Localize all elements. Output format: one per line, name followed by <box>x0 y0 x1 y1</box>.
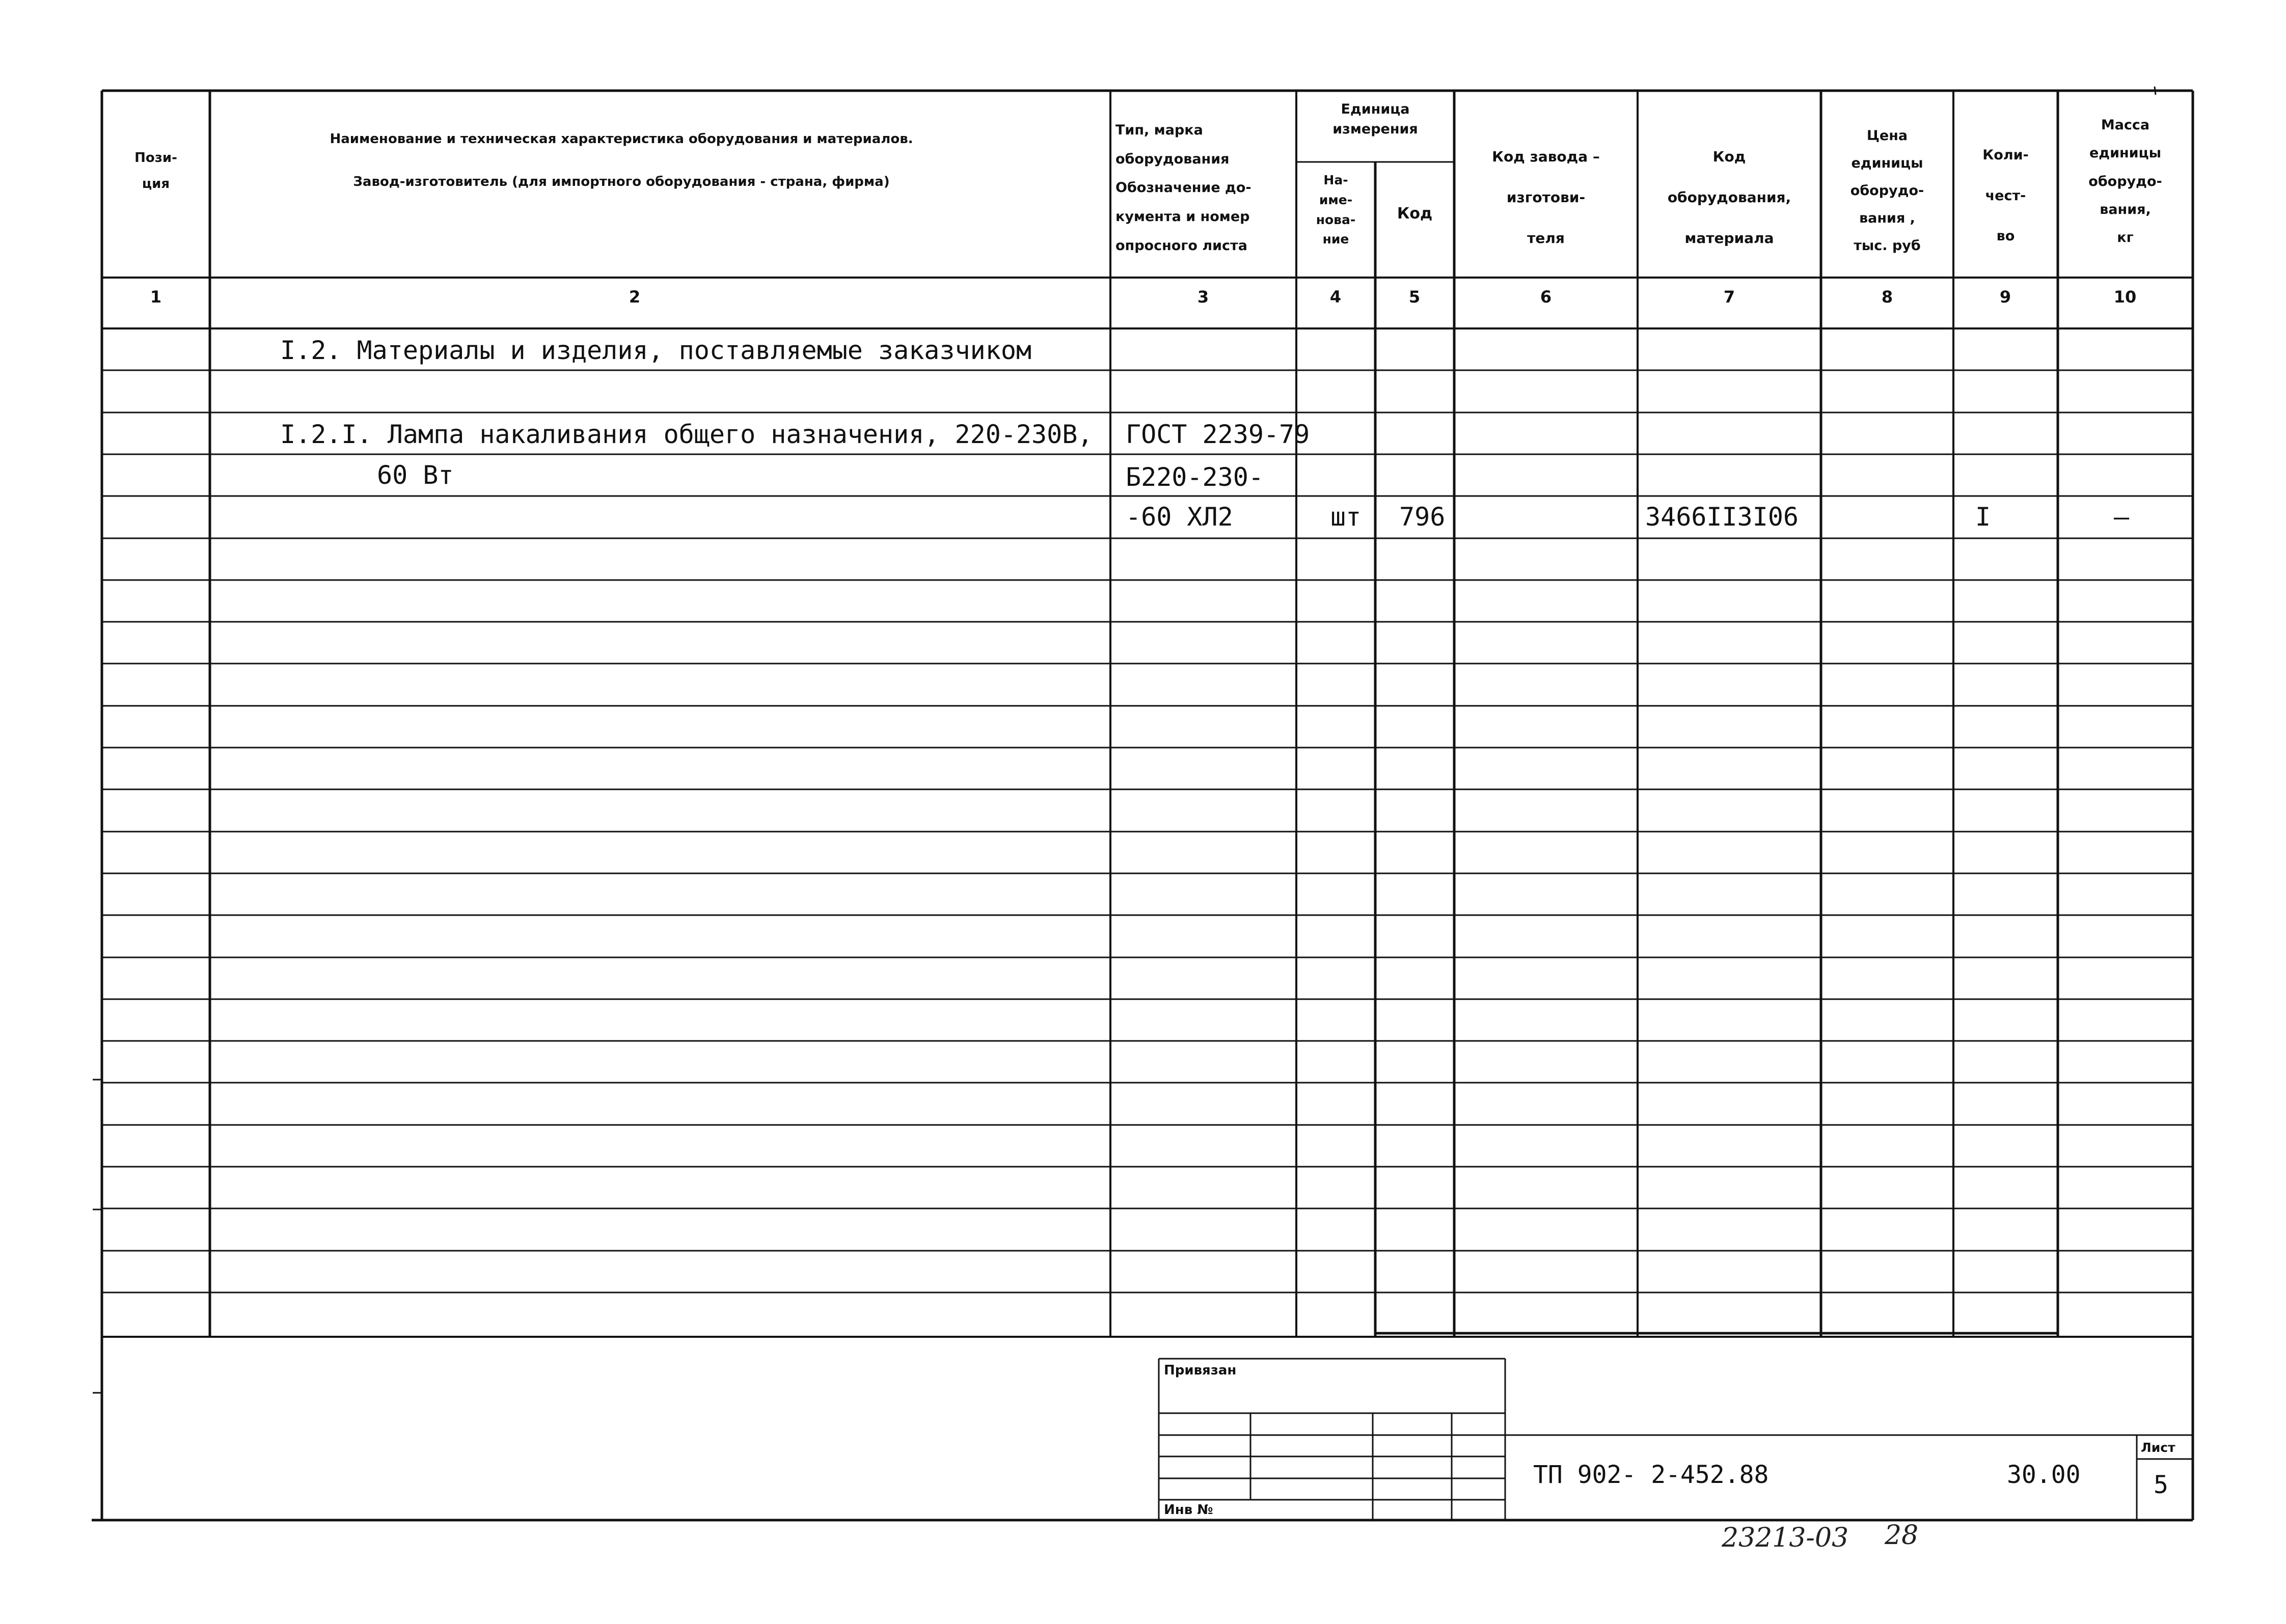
header-factory-code-line: изготови- <box>1506 188 1586 206</box>
header-type <box>1115 116 1294 260</box>
header-quantity-line: чест- <box>1985 187 2026 204</box>
header-type-line: опросного листа <box>1115 237 1247 254</box>
item-type-line3: -60 ХЛ2 <box>1126 502 1233 532</box>
item-unit: шт <box>1330 502 1362 532</box>
header-unit-name-line: нова- <box>1316 212 1356 227</box>
header-quantity <box>1953 135 2058 257</box>
column-number: 5 <box>1408 287 1421 307</box>
header-factory-code-line: Код завода – <box>1492 148 1600 165</box>
header-price-line: оборудо- <box>1850 183 1924 199</box>
column-number: 7 <box>1723 287 1735 307</box>
header-equipment-code <box>1638 136 1821 258</box>
item-unit-code: 796 <box>1399 502 1446 532</box>
header-position-line: Пози- <box>134 150 177 166</box>
header-name-line: Завод-изготовитель (для импортного оборудования - страна, фирма) <box>353 174 890 189</box>
section-code: 30.00 <box>2007 1461 2081 1489</box>
header-unit-name-line: На- <box>1323 173 1348 187</box>
column-number: 10 <box>2113 287 2137 307</box>
header-equipment-code-line: материала <box>1684 229 1774 246</box>
item-name-line1: I.2.I. Лампа накаливания общего назначения, 220-230В, <box>280 420 1093 449</box>
header-type-line: кумента и номер <box>1115 209 1250 225</box>
header-factory-code <box>1454 136 1638 258</box>
header-unit-name-line: ние <box>1322 232 1349 247</box>
header-quantity-line: во <box>1996 228 2015 244</box>
header-price-line: тыс. руб <box>1854 238 1921 254</box>
column-number: 1 <box>150 287 162 307</box>
item-quantity: I <box>1975 502 1991 532</box>
header-type-line: оборудования <box>1115 151 1230 167</box>
header-equipment-code-line: оборудования, <box>1667 188 1791 206</box>
header-unit-name <box>1296 171 1375 250</box>
header-quantity-line: Коли- <box>1982 147 2029 163</box>
header-unit-group-line: Единица <box>1341 101 1410 117</box>
header-price <box>1821 122 1953 260</box>
header-unit-code: Код <box>1397 205 1433 223</box>
header-price-line: единицы <box>1851 155 1923 171</box>
item-type-line1: ГОСТ 2239-79 <box>1126 420 1310 449</box>
header-mass-line: вания, <box>2100 202 2151 218</box>
header-factory-code-line: теля <box>1527 229 1565 246</box>
document-code: ТП 902- 2-452.88 <box>1533 1461 1769 1489</box>
column-number: 9 <box>1999 287 2011 307</box>
header-price-line: вания , <box>1859 210 1915 226</box>
header-position <box>102 145 210 197</box>
header-mass-line: единицы <box>2089 145 2162 161</box>
header-type-line: Обозначение до- <box>1115 180 1251 196</box>
header-position-line: ция <box>142 176 170 191</box>
column-number: 4 <box>1329 287 1342 307</box>
inventory-label: Инв № <box>1164 1502 1213 1518</box>
header-unit-group-line: измерения <box>1332 121 1418 137</box>
header-name-line: Наименование и техническая характеристика оборудования и материалов. <box>330 131 913 147</box>
item-material-code: 3466II3I06 <box>1645 502 1799 532</box>
header-mass-line: Масса <box>2101 117 2150 133</box>
column-number: 2 <box>629 287 641 307</box>
section-title: I.2. Материалы и изделия, поставляемые заказчиком <box>280 336 1032 365</box>
header-mass-line: оборудо- <box>2088 173 2162 189</box>
header-type-line: Тип, марка <box>1115 122 1203 138</box>
header-mass <box>2058 111 2193 252</box>
sheet-label: Лист <box>2141 1440 2175 1455</box>
column-number: 8 <box>1881 287 1893 307</box>
sheet-number: 5 <box>2154 1471 2168 1499</box>
header-equipment-code-line: Код <box>1712 148 1746 165</box>
page-number: 28 <box>1885 1520 1919 1551</box>
title-block-lines <box>1159 1359 2193 1520</box>
archive-number: 23213-03 <box>1722 1523 1849 1553</box>
column-number: 6 <box>1540 287 1552 307</box>
header-unit-name-line: име- <box>1319 192 1353 207</box>
item-type-line2: Б220-230- <box>1126 462 1264 492</box>
item-name-line2: 60 Вт <box>377 460 454 490</box>
header-name <box>239 132 1003 188</box>
column-number: 3 <box>1197 287 1209 307</box>
header-price-line: Цена <box>1866 128 1908 144</box>
header-unit-group <box>1296 99 1454 139</box>
header-mass-line: кг <box>2117 230 2134 246</box>
item-mass: – <box>2114 502 2130 532</box>
attached-label: Привязан <box>1164 1363 1237 1378</box>
